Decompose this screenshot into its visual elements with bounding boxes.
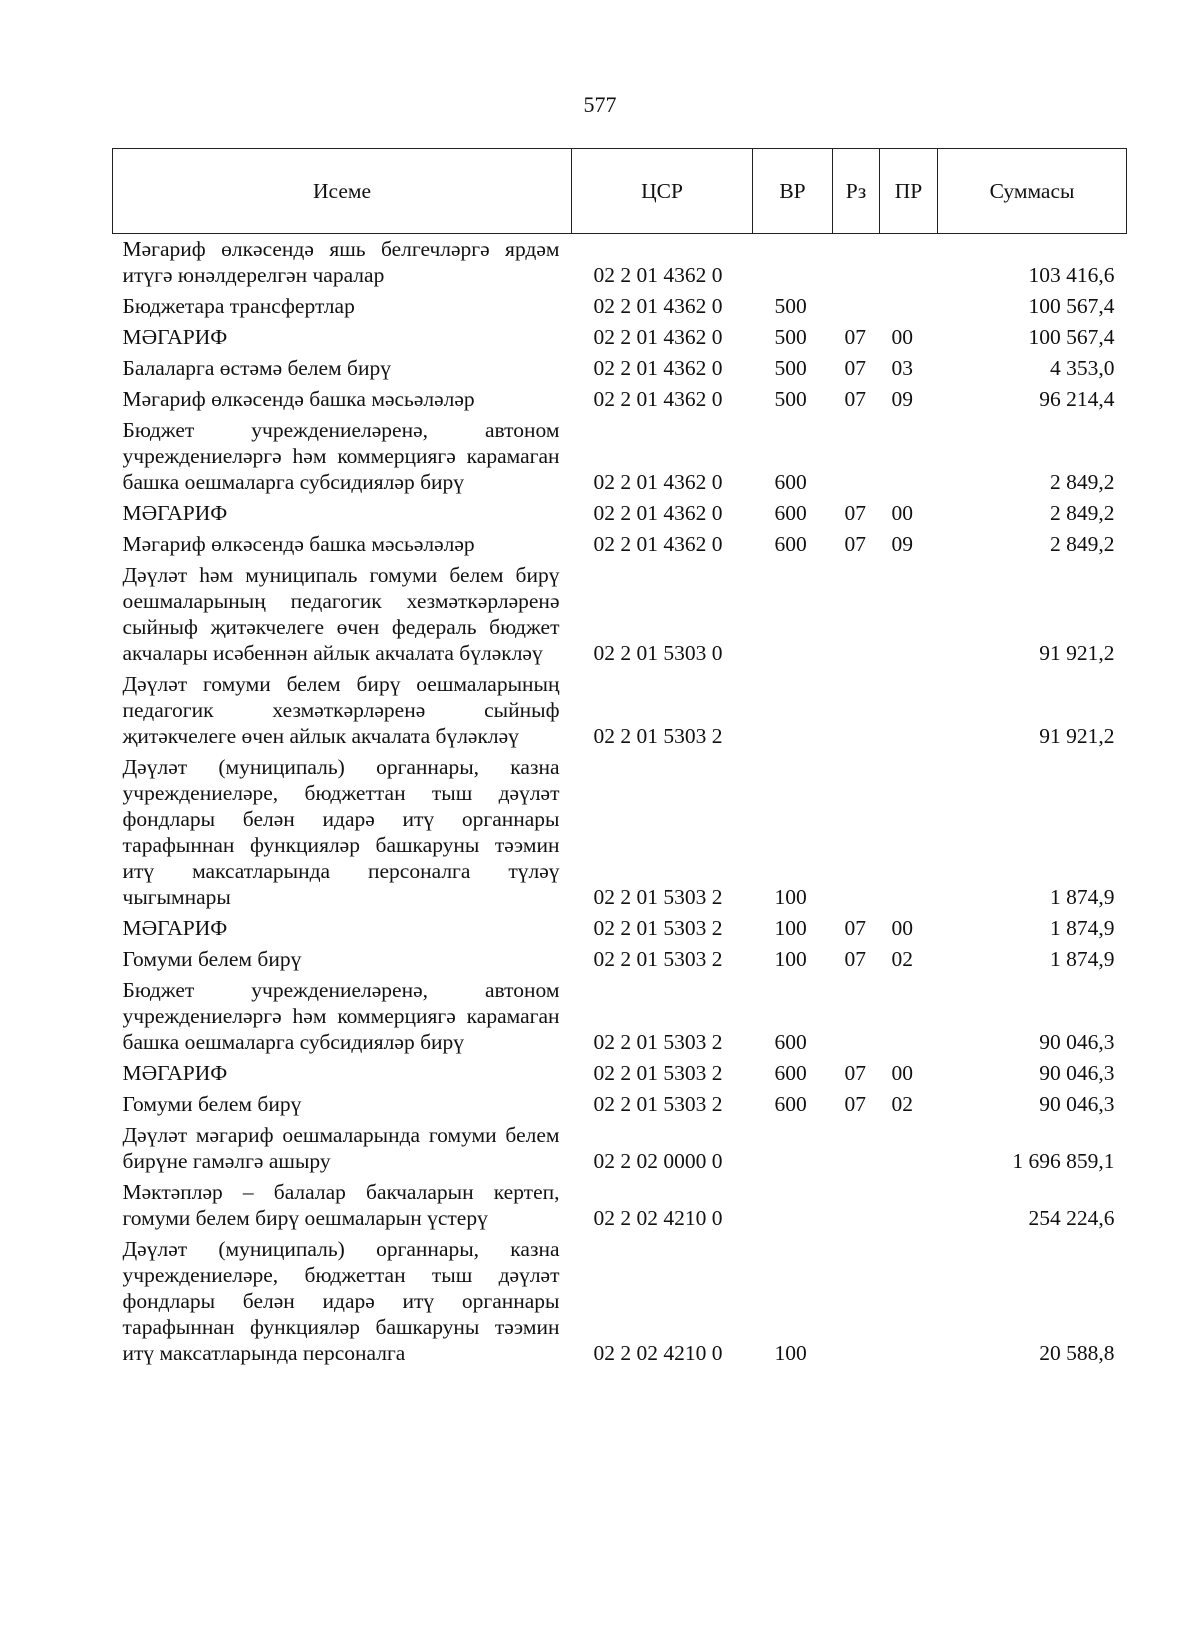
row-rz: 07: [844, 916, 866, 940]
row-rz: 07: [844, 501, 866, 525]
page-number: 577: [583, 92, 617, 117]
table-row: [113, 322, 1127, 353]
row-csr: 02 2 01 5303 2: [593, 885, 723, 909]
table-row: [113, 529, 1127, 560]
row-sum: 90 046,3: [1039, 1061, 1115, 1085]
row-sum: 100 567,4: [1028, 294, 1115, 318]
row-pr: [880, 1234, 938, 1369]
row-rz: 07: [844, 532, 866, 556]
row-csr: 02 2 01 5303 2: [593, 1061, 723, 1085]
row-rz: 07: [844, 325, 866, 349]
row-name: Дәүләт мәгариф оешмаларында гомуми белем бирүне гамәлгә ашыру: [122, 1123, 560, 1173]
row-csr: 02 2 02 4210 0: [593, 1341, 723, 1365]
row-rz: 07: [844, 1092, 866, 1116]
row-vr: 100: [774, 1341, 807, 1365]
row-sum: 2 849,2: [1050, 532, 1115, 556]
row-sum: 103 416,6: [1028, 263, 1115, 287]
row-sum: 4 353,0: [1050, 356, 1115, 380]
row-name: Дәүләт (муниципаль) органнары, казна учреждениеләре, бюджеттан тыш дәүләт фондлары белән идарә итү органнары тарафыннан функцияләр башкаруны тәэмин итү максатларында персоналга түләү чыгымнары: [122, 755, 560, 909]
row-name: Балаларга өстәмә белем бирү: [122, 356, 391, 380]
row-name: Мәктәпләр – балалар бакчаларын кертеп, гомуми белем бирү оешмаларын үстерү: [122, 1180, 560, 1230]
row-vr: 600: [774, 501, 807, 525]
row-pr: [880, 752, 938, 913]
row-rz: [833, 560, 880, 669]
row-vr: 500: [774, 387, 807, 411]
row-name: МӘГАРИФ: [122, 1061, 228, 1085]
row-vr: 100: [774, 916, 807, 940]
row-sum: 96 214,4: [1039, 387, 1115, 411]
table-row: [113, 1058, 1127, 1089]
row-rz: [833, 669, 880, 752]
table-row: [113, 1177, 1127, 1234]
row-rz: 07: [844, 1061, 866, 1085]
row-rz: [833, 1120, 880, 1177]
row-name: Мәгариф өлкәсендә башка мәсьәләләр: [122, 387, 475, 411]
row-sum: 20 588,8: [1039, 1341, 1115, 1365]
table-row: [113, 384, 1127, 415]
row-csr: 02 2 01 5303 2: [593, 724, 723, 748]
row-name: Гомуми белем бирү: [122, 1092, 302, 1116]
row-rz: 07: [844, 356, 866, 380]
row-rz: [833, 291, 880, 322]
row-rz: 07: [844, 947, 866, 971]
row-pr: 00: [891, 325, 913, 349]
table-row: [113, 669, 1127, 752]
table-row: [113, 1089, 1127, 1120]
row-csr: 02 2 01 4362 0: [593, 263, 723, 287]
row-pr: 09: [891, 387, 913, 411]
row-csr: 02 2 01 4362 0: [593, 294, 723, 318]
row-name: Дәүләт һәм муниципаль гомуми белем бирү оешмаларының педагогик хезмәткәрләренә сыйныф җитәкчелеге өчен федераль бюджет акчалары исәбеннән айлык акчалата бүләкләү: [122, 563, 560, 665]
row-vr: 100: [774, 885, 807, 909]
row-name: Бюджет учреждениеләренә, автоном учреждениеләргә һәм коммерциягә карамаган башка оешмаларга субсидияләр бирү: [122, 978, 560, 1054]
table-row: [113, 1120, 1127, 1177]
row-pr: [880, 291, 938, 322]
row-csr: 02 2 02 4210 0: [593, 1206, 723, 1230]
row-sum: 1 696 859,1: [1012, 1149, 1115, 1173]
row-vr: 100: [774, 947, 807, 971]
table-row: [113, 498, 1127, 529]
row-pr: [880, 1120, 938, 1177]
row-vr: 500: [774, 356, 807, 380]
row-csr: 02 2 01 4362 0: [593, 532, 723, 556]
row-csr: 02 2 01 5303 0: [593, 641, 723, 665]
table-row: [113, 415, 1127, 498]
row-pr: 09: [891, 532, 913, 556]
row-pr: 02: [891, 1092, 913, 1116]
row-name: Бюджетара трансфертлар: [122, 294, 355, 318]
table-row: [113, 975, 1127, 1058]
row-csr: 02 2 01 4362 0: [593, 501, 723, 525]
row-pr: [880, 415, 938, 498]
table-row: [113, 913, 1127, 944]
table-row: [113, 234, 1127, 292]
row-sum: 100 567,4: [1028, 325, 1115, 349]
table-row: [113, 291, 1127, 322]
row-pr: 02: [891, 947, 913, 971]
row-sum: 1 874,9: [1050, 885, 1115, 909]
header-name: Исеме: [113, 149, 572, 234]
row-rz: [833, 1234, 880, 1369]
row-vr: [753, 560, 833, 669]
table-row: [113, 1234, 1127, 1369]
row-rz: [833, 1177, 880, 1234]
row-pr: 00: [891, 916, 913, 940]
row-name: МӘГАРИФ: [122, 501, 228, 525]
row-pr: [880, 975, 938, 1058]
row-sum: 90 046,3: [1039, 1030, 1115, 1054]
row-rz: [833, 234, 880, 292]
table-body: [113, 234, 1127, 1370]
row-pr: 00: [891, 501, 913, 525]
row-csr: 02 2 01 5303 2: [593, 916, 723, 940]
budget-table: [112, 148, 1127, 1369]
row-name: МӘГАРИФ: [122, 916, 228, 940]
table-row: [113, 752, 1127, 913]
row-rz: [833, 975, 880, 1058]
row-csr: 02 2 01 5303 2: [593, 1030, 723, 1054]
row-vr: 600: [774, 1030, 807, 1054]
row-vr: 500: [774, 325, 807, 349]
row-csr: 02 2 01 5303 2: [593, 1092, 723, 1116]
row-sum: 1 874,9: [1050, 916, 1115, 940]
table-header: [113, 149, 1127, 234]
row-vr: 600: [774, 470, 807, 494]
row-vr: [753, 1177, 833, 1234]
row-sum: 2 849,2: [1050, 501, 1115, 525]
table-row: [113, 944, 1127, 975]
row-name: Дәүләт (муниципаль) органнары, казна учреждениеләре, бюджеттан тыш дәүләт фондлары белән идарә итү органнары тарафыннан функцияләр башкаруны тәэмин итү максатларында персоналга: [122, 1237, 560, 1365]
row-rz: 07: [844, 387, 866, 411]
row-sum: 91 921,2: [1039, 724, 1115, 748]
header-pr: ПР: [880, 149, 938, 234]
row-name: Дәүләт гомуми белем бирү оешмаларының педагогик хезмәткәрләренә сыйныф җитәкчелеге өчен айлык акчалата бүләкләү: [122, 672, 560, 748]
row-sum: 1 874,9: [1050, 947, 1115, 971]
row-vr: 600: [774, 532, 807, 556]
header-csr: ЦСР: [572, 149, 753, 234]
row-rz: [833, 415, 880, 498]
row-pr: 00: [891, 1061, 913, 1085]
row-csr: 02 2 02 0000 0: [593, 1149, 723, 1173]
row-vr: [753, 669, 833, 752]
row-sum: 254 224,6: [1028, 1206, 1115, 1230]
row-csr: 02 2 01 4362 0: [593, 387, 723, 411]
row-vr: 600: [774, 1092, 807, 1116]
row-name: Мәгариф өлкәсендә яшь белгечләргә ярдәм итүгә юнәлдерелгән чаралар: [122, 237, 560, 287]
header-sum: Суммасы: [938, 149, 1127, 234]
row-vr: [753, 1120, 833, 1177]
row-csr: 02 2 01 4362 0: [593, 470, 723, 494]
row-name: Мәгариф өлкәсендә башка мәсьәләләр: [122, 532, 475, 556]
table-row: [113, 560, 1127, 669]
row-pr: 03: [891, 356, 913, 380]
row-csr: 02 2 01 4362 0: [593, 356, 723, 380]
row-pr: [880, 1177, 938, 1234]
row-pr: [880, 560, 938, 669]
row-name: Бюджет учреждениеләренә, автоном учреждениеләргә һәм коммерциягә карамаган башка оешмаларга субсидияләр бирү: [122, 418, 560, 494]
row-sum: 91 921,2: [1039, 641, 1115, 665]
row-pr: [880, 669, 938, 752]
row-csr: 02 2 01 4362 0: [593, 325, 723, 349]
table-row: [113, 353, 1127, 384]
header-rz: Рз: [833, 149, 880, 234]
row-sum: 2 849,2: [1050, 470, 1115, 494]
row-vr: 600: [774, 1061, 807, 1085]
row-vr: 500: [774, 294, 807, 318]
row-pr: [880, 234, 938, 292]
header-vr: ВР: [753, 149, 833, 234]
row-csr: 02 2 01 5303 2: [593, 947, 723, 971]
row-vr: [753, 234, 833, 292]
row-rz: [833, 752, 880, 913]
row-sum: 90 046,3: [1039, 1092, 1115, 1116]
row-name: МӘГАРИФ: [122, 325, 228, 349]
row-name: Гомуми белем бирү: [122, 947, 302, 971]
